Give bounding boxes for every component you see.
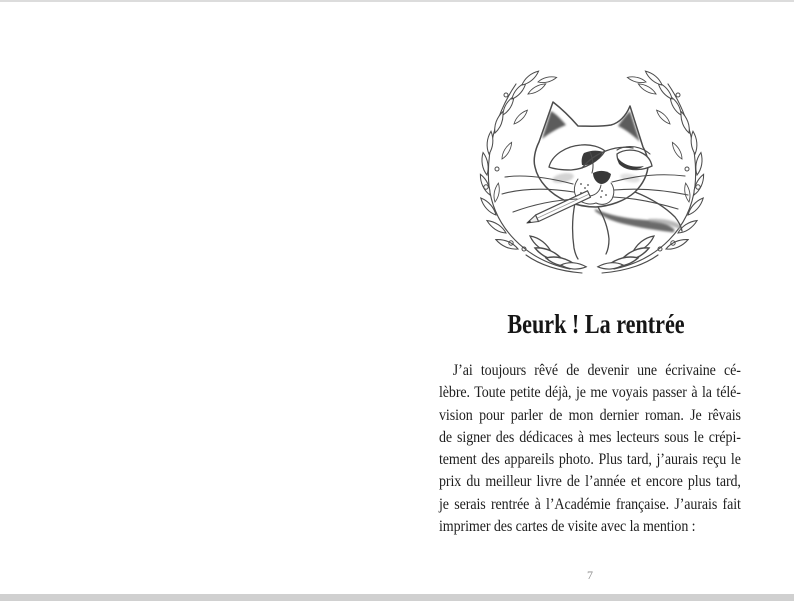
paragraph-line: imprimer des cartes de visite avec la mention : (439, 516, 696, 536)
paragraph-line: je serais rentrée à l’Académie française. J’aurais fait (439, 493, 741, 513)
window-bottom-edge (0, 594, 794, 601)
paragraph-line: prix du meilleur livre de l’année et encore plus tard, (439, 471, 741, 491)
paragraph-line: tement des appareils photo. Plus tard, j’aurais reçu le (439, 449, 741, 469)
paragraph (439, 359, 741, 537)
paragraph-line: de signer des dédicaces à mes lecteurs sous le crépi- (439, 426, 741, 446)
paragraph-line: vision pour parler de mon dernier roman. Je rêvais (439, 404, 741, 424)
chapter-title: Beurk ! La rentrée (507, 309, 685, 339)
left-page-blank (0, 2, 397, 594)
cat-laurel-illustration (478, 66, 706, 280)
paragraph-line: lèbre. Toute petite déjà, je me voyais passer à la télé- (439, 382, 741, 402)
right-page (397, 2, 794, 594)
page-number: 7 (587, 568, 593, 582)
paragraph-line: J’ai toujours rêvé de devenir une écrivaine cé- (452, 360, 741, 379)
